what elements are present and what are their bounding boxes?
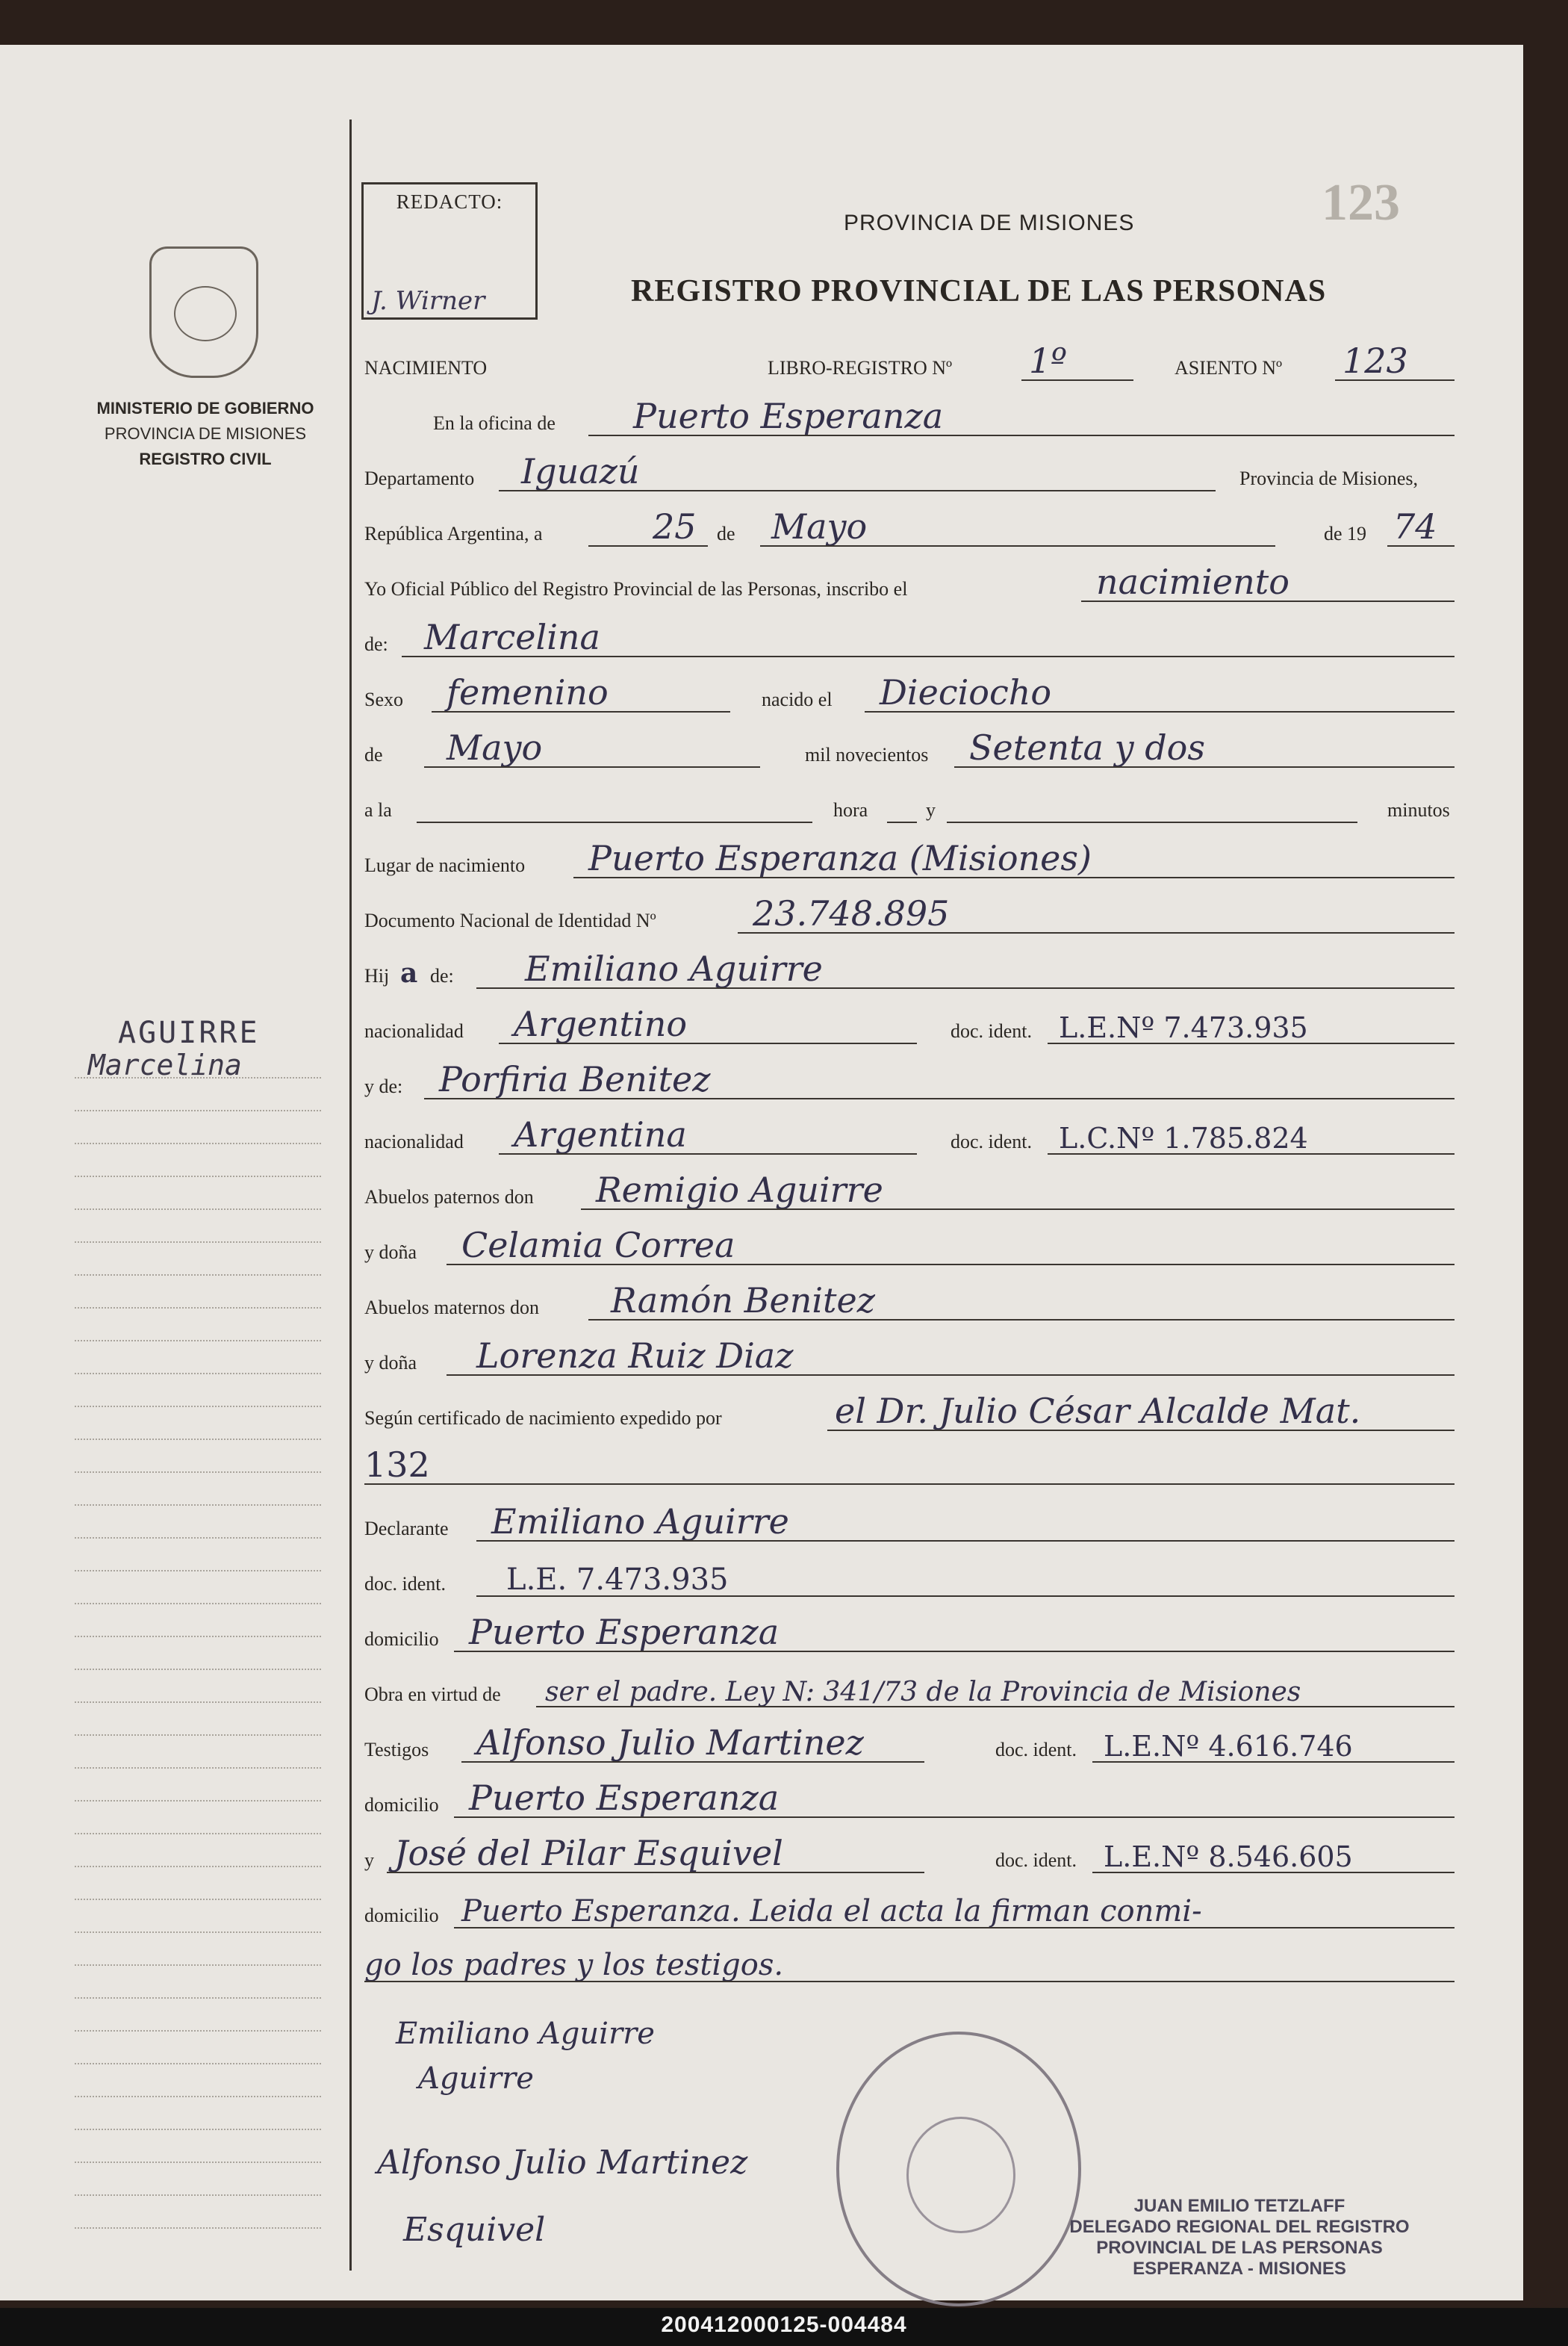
- row-padre: [364, 949, 1462, 990]
- closing-value: go los padres y los testigos.: [364, 1948, 784, 1982]
- row-sexo: [364, 672, 1462, 714]
- row-libro: [364, 341, 1462, 382]
- nacionalidad-label: nacionalidad: [364, 1020, 464, 1042]
- row-declarante: [364, 1501, 1462, 1543]
- declarante-label: Declarante: [364, 1518, 449, 1539]
- obra-value: ser el padre. Ley N: 341/73 de la Provincia de Misiones: [545, 1677, 1301, 1707]
- province-heading: PROVINCIA DE MISIONES: [844, 211, 1135, 235]
- margin-rule: [349, 120, 352, 2271]
- testigo1-doc-value: L.E.Nº 4.616.746: [1104, 1730, 1353, 1763]
- stamp-line-2: DELEGADO REGIONAL DEL REGISTRO: [1069, 2217, 1410, 2237]
- doc-ident-label: doc. ident.: [951, 1020, 1033, 1042]
- segun-value: el Dr. Julio César Alcalde Mat.: [835, 1391, 1361, 1431]
- doc-ident-label-2: doc. ident.: [951, 1131, 1033, 1152]
- row-hora: [364, 787, 1462, 825]
- nacimiento-label: NACIMIENTO: [364, 357, 488, 379]
- segun-value-2: 132: [364, 1444, 430, 1485]
- asiento-label: ASIENTO Nº: [1175, 357, 1283, 379]
- signature-4: Esquivel: [403, 2211, 546, 2249]
- ministry-line-2: PROVINCIA DE MISIONES: [104, 424, 307, 443]
- father-doc-value: L.E.Nº 7.473.935: [1059, 1011, 1308, 1044]
- redacto-box: [361, 182, 538, 320]
- mother-nat-value: Argentina: [514, 1114, 687, 1155]
- signature-2: Aguirre: [418, 2061, 534, 2096]
- row-madre: [364, 1059, 1462, 1101]
- y-dona-label: y doña: [364, 1241, 417, 1263]
- redacto-label: REDACTO:: [396, 190, 503, 213]
- document-page: [0, 45, 1523, 2300]
- row-departamento: [364, 451, 1462, 493]
- hij-label: Hij: [364, 965, 390, 987]
- abuelo-pat-value: Remigio Aguirre: [596, 1170, 883, 1210]
- footer-bar: [0, 2308, 1568, 2346]
- departamento-label: Departamento: [364, 468, 475, 489]
- signature-1: Emiliano Aguirre: [396, 2017, 655, 2051]
- abuela-pat-value: Celamia Correa: [461, 1225, 735, 1265]
- yo-oficial-label: Yo Oficial Público del Registro Provincial de las Personas, inscribo el: [364, 578, 908, 600]
- abuelos-pat-label: Abuelos paternos don: [364, 1186, 534, 1208]
- row-abuela-mat: [364, 1335, 1462, 1377]
- birth-year-value: Setenta y dos: [969, 727, 1205, 768]
- row-inscribo: [364, 562, 1462, 603]
- nacionalidad-label-2: nacionalidad: [364, 1131, 464, 1152]
- row-padre-nac: [364, 1004, 1462, 1046]
- abuelos-mat-label: Abuelos maternos don: [364, 1297, 539, 1318]
- doc-ident-label-3: doc. ident.: [364, 1573, 447, 1595]
- margin-given-name: Marcelina: [88, 1049, 242, 1082]
- province-seal-icon: [149, 246, 258, 378]
- row-testigo-2: [364, 1833, 1462, 1875]
- row-closing: [364, 1946, 1462, 1984]
- year-value: 74: [1393, 506, 1437, 547]
- abuelo-mat-value: Ramón Benitez: [611, 1280, 875, 1321]
- row-lugar: [364, 838, 1462, 880]
- testigo2-doc-value: L.E.Nº 8.546.605: [1104, 1840, 1353, 1873]
- dni-value: 23.748.895: [753, 893, 950, 934]
- testigo2-dom-value: Puerto Esperanza. Leida el acta la firman conmi-: [461, 1894, 1202, 1928]
- domicilio-label-2: domicilio: [364, 1794, 439, 1816]
- lugar-value: Puerto Esperanza (Misiones): [588, 838, 1092, 878]
- oficina-value: Puerto Esperanza: [633, 396, 944, 436]
- ministry-line-1: MINISTERIO DE GOBIERNO: [96, 399, 314, 418]
- day-value: 25: [653, 506, 697, 547]
- testigo1-value: Alfonso Julio Martinez: [476, 1722, 864, 1763]
- row-nombre: [364, 617, 1462, 659]
- row-testigo-1: [364, 1722, 1462, 1764]
- signature-3: Alfonso Julio Martinez: [377, 2144, 748, 2182]
- declarante-dom-value: Puerto Esperanza: [469, 1612, 780, 1652]
- hora-label: hora: [833, 799, 868, 821]
- row-obra: [364, 1672, 1462, 1709]
- row-declarante-dom: [364, 1612, 1462, 1654]
- row-abuela-pat: [364, 1225, 1462, 1267]
- libro-label: LIBRO-REGISTRO Nº: [768, 357, 953, 379]
- y-dona-label-2: y doña: [364, 1352, 417, 1374]
- libro-value: 1º: [1029, 341, 1067, 381]
- page-number: 123: [1322, 174, 1400, 232]
- y-de-label: y de:: [364, 1076, 403, 1097]
- margin-surname: AGUIRRE: [118, 1016, 260, 1050]
- father-nat-value: Argentino: [514, 1004, 688, 1044]
- footer-id: 200412000125-004484: [661, 2312, 907, 2337]
- dni-label: Documento Nacional de Identidad Nº: [364, 910, 656, 931]
- row-testigo-2-dom: [364, 1893, 1462, 1930]
- sexo-value: femenino: [447, 672, 609, 713]
- stamp-line-4: ESPERANZA - MISIONES: [1133, 2259, 1346, 2279]
- de-19-label: de 19: [1324, 523, 1367, 544]
- departamento-value: Iguazú: [521, 451, 640, 491]
- registry-heading: REGISTRO PROVINCIAL DE LAS PERSONAS: [631, 274, 1327, 308]
- month-value: Mayo: [771, 506, 868, 547]
- stamp-line-1: JUAN EMILIO TETZLAFF: [1133, 2196, 1345, 2216]
- asiento-value: 123: [1343, 341, 1408, 381]
- ministry-block: [67, 396, 343, 472]
- redacto-value: J. Wirner: [371, 286, 485, 316]
- nacido-label: nacido el: [762, 689, 833, 710]
- obra-label: Obra en virtud de: [364, 1684, 501, 1705]
- domicilio-label: domicilio: [364, 1628, 439, 1650]
- republica-label: República Argentina, a: [364, 523, 543, 544]
- de-label-3: de: [364, 744, 383, 766]
- ministry-line-3: REGISTRO CIVIL: [139, 450, 272, 468]
- sexo-label: Sexo: [364, 689, 403, 710]
- minutos-label: minutos: [1387, 799, 1450, 821]
- name-value: Marcelina: [424, 617, 600, 657]
- row-abuelo-pat: [364, 1170, 1462, 1211]
- declarante-value: Emiliano Aguirre: [491, 1501, 789, 1542]
- testigo2-value: José del Pilar Esquivel: [394, 1833, 783, 1873]
- y-label: y: [926, 799, 936, 821]
- y-label-2: y: [364, 1849, 374, 1871]
- a-la-label: a la: [364, 799, 392, 821]
- lugar-label: Lugar de nacimiento: [364, 854, 526, 876]
- mil-label: mil novecientos: [805, 744, 929, 766]
- de-label-2: de:: [364, 633, 388, 655]
- inscribo-value: nacimiento: [1096, 562, 1289, 602]
- abuela-mat-value: Lorenza Ruiz Diaz: [476, 1335, 794, 1376]
- row-mayo: [364, 727, 1462, 769]
- doc-ident-label-5: doc. ident.: [995, 1849, 1077, 1871]
- provincia-suffix: Provincia de Misiones,: [1239, 468, 1419, 489]
- hij-de-label: de:: [430, 965, 454, 987]
- mother-doc-value: L.C.Nº 1.785.824: [1059, 1122, 1308, 1155]
- row-segun: [364, 1391, 1462, 1433]
- testigos-label: Testigos: [364, 1739, 429, 1760]
- father-value: Emiliano Aguirre: [525, 949, 823, 989]
- nacido-value: Dieciocho: [880, 672, 1052, 713]
- row-abuelo-mat: [364, 1280, 1462, 1322]
- birth-month-value: Mayo: [447, 727, 543, 768]
- row-oficina: [364, 396, 1462, 438]
- official-stamp: [1045, 2196, 1434, 2280]
- declarante-doc-value: L.E. 7.473.935: [506, 1563, 729, 1597]
- mother-value: Porfiria Benitez: [439, 1059, 711, 1099]
- round-stamp-icon: [836, 2032, 1081, 2306]
- hij-letter: a: [400, 958, 418, 989]
- row-declarante-doc: [364, 1561, 1462, 1598]
- oficina-label: En la oficina de: [433, 412, 556, 434]
- segun-label: Según certificado de nacimiento expedido por: [364, 1407, 722, 1429]
- testigo1-dom-value: Puerto Esperanza: [469, 1778, 780, 1818]
- row-madre-nac: [364, 1114, 1462, 1156]
- margin-dotted-lines: [75, 1046, 321, 2229]
- row-segun-2: [364, 1444, 1462, 1486]
- row-fecha: [364, 506, 1462, 548]
- stamp-line-3: PROVINCIAL DE LAS PERSONAS: [1096, 2238, 1383, 2258]
- doc-ident-label-4: doc. ident.: [995, 1739, 1077, 1760]
- row-testigo-1-dom: [364, 1778, 1462, 1819]
- row-dni: [364, 893, 1462, 935]
- de-label: de: [717, 523, 735, 544]
- domicilio-label-3: domicilio: [364, 1905, 439, 1926]
